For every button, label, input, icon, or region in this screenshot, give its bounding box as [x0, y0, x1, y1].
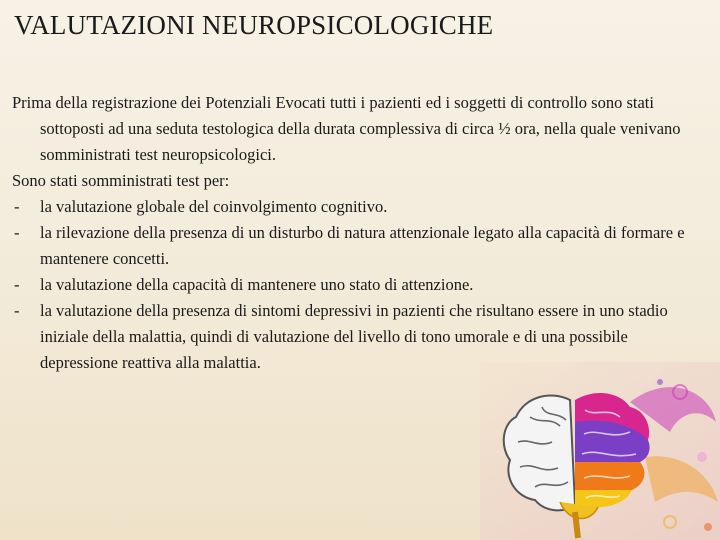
lead-line: Sono stati somministrati test per:	[12, 171, 230, 190]
list-item-text: la rilevazione della presenza di un disturbo di natura attenzionale legato alla capacità di formare e mantenere concetti.	[40, 223, 685, 268]
list-item	[12, 220, 702, 272]
list-item	[12, 194, 702, 220]
list-item	[12, 272, 702, 298]
list-item-text: la valutazione globale del coinvolgimento cognitivo.	[40, 197, 388, 216]
brain-icon	[480, 362, 720, 540]
slide-title: VALUTAZIONI NEUROPSICOLOGICHE	[14, 10, 494, 40]
bullet-dash: -	[14, 275, 20, 294]
slide-body	[12, 90, 702, 376]
list-item-text: la valutazione della capacità di mantenere uno stato di attenzione.	[40, 275, 474, 294]
bullet-dash: -	[14, 197, 20, 216]
brain-illustration	[480, 362, 720, 540]
intro-paragraph: Prima della registrazione dei Potenziali Evocati tutti i pazienti ed i soggetti di controllo sono stati sottoposti ad una seduta testologica della durata complessiva di circa ½ ora, nella quale venivano somministrati test neuropsicologici.	[12, 93, 681, 164]
list-item-text: la valutazione della presenza di sintomi depressivi in pazienti che risultano essere in uno stadio iniziale della malattia, quindi di valutazione del livello di tono umorale e di una possibile depressione reattiva alla malattia.	[40, 301, 668, 372]
bullet-dash: -	[14, 223, 20, 242]
bullet-dash: -	[14, 301, 20, 320]
